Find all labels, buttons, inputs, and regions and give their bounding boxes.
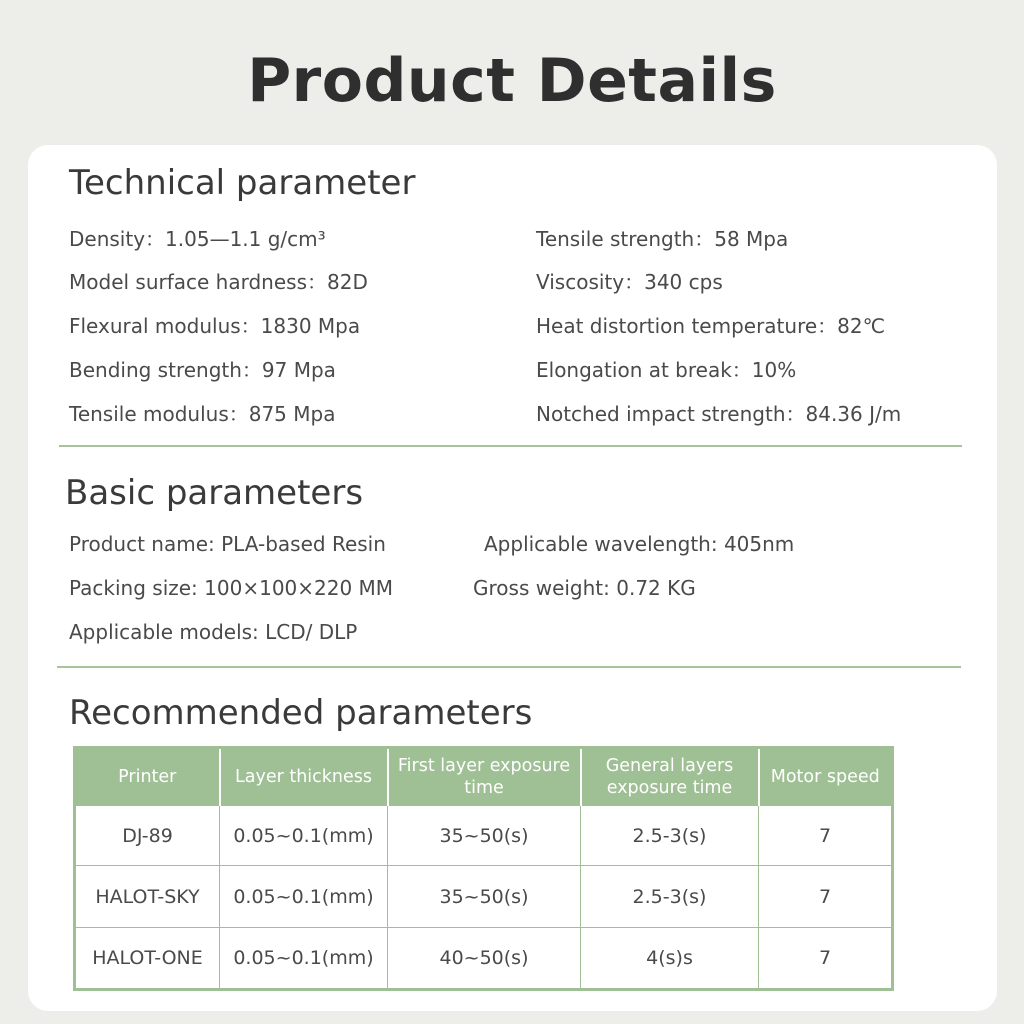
basic-wavelength: Applicable wavelength: 405nm (484, 532, 795, 556)
param-bending-strength: Bending strength：97 Mpa (69, 358, 336, 382)
cell-general-layers-exposure: 4(s)s (581, 928, 759, 990)
param-tensile-modulus: Tensile modulus：875 Mpa (69, 402, 336, 426)
table-header-row (75, 748, 893, 806)
table-row (75, 928, 893, 990)
param-viscosity: Viscosity：340 cps (536, 270, 723, 294)
recommended-section-title: Recommended parameters (69, 693, 533, 733)
section-divider (57, 666, 961, 668)
param-notched-impact: Notched impact strength：84.36 J/m (536, 402, 902, 426)
param-heat-distortion: Heat distortion temperature：82℃ (536, 314, 886, 338)
recommended-table (73, 746, 894, 991)
param-density: Density：1.05—1.1 g/cm³ (69, 227, 326, 251)
technical-section-title: Technical parameter (69, 163, 416, 203)
details-card (28, 145, 997, 1011)
basic-section-title: Basic parameters (65, 473, 364, 513)
header-printer: Printer (75, 748, 220, 806)
header-layer-thickness: Layer thickness (220, 748, 388, 806)
basic-applicable-models: Applicable models: LCD/ DLP (69, 620, 358, 644)
param-elongation: Elongation at break：10% (536, 358, 797, 382)
cell-general-layers-exposure: 2.5-3(s) (581, 806, 759, 866)
cell-motor-speed: 7 (759, 866, 893, 928)
cell-printer: HALOT-SKY (75, 866, 220, 928)
section-divider (59, 445, 962, 447)
cell-printer: HALOT-ONE (75, 928, 220, 990)
table-row (75, 806, 893, 866)
cell-layer-thickness: 0.05~0.1(mm) (220, 928, 388, 990)
header-general-layers-exposure: General layers exposure time (581, 748, 759, 806)
basic-packing-size: Packing size: 100×100×220 MM (69, 576, 394, 600)
basic-product-name: Product name: PLA-based Resin (69, 532, 386, 556)
header-motor-speed: Motor speed (759, 748, 893, 806)
basic-gross-weight: Gross weight: 0.72 KG (473, 576, 696, 600)
cell-first-layer-exposure: 35~50(s) (388, 866, 581, 928)
cell-first-layer-exposure: 35~50(s) (388, 806, 581, 866)
cell-layer-thickness: 0.05~0.1(mm) (220, 866, 388, 928)
cell-first-layer-exposure: 40~50(s) (388, 928, 581, 990)
param-surface-hardness: Model surface hardness：82D (69, 270, 368, 294)
cell-printer: DJ-89 (75, 806, 220, 866)
cell-layer-thickness: 0.05~0.1(mm) (220, 806, 388, 866)
cell-motor-speed: 7 (759, 806, 893, 866)
header-first-layer-exposure: First layer exposure time (388, 748, 581, 806)
table-row (75, 866, 893, 928)
param-flexural-modulus: Flexural modulus：1830 Mpa (69, 314, 361, 338)
page-title: Product Details (247, 46, 777, 116)
cell-general-layers-exposure: 2.5-3(s) (581, 866, 759, 928)
param-tensile-strength: Tensile strength：58 Mpa (536, 227, 789, 251)
cell-motor-speed: 7 (759, 928, 893, 990)
